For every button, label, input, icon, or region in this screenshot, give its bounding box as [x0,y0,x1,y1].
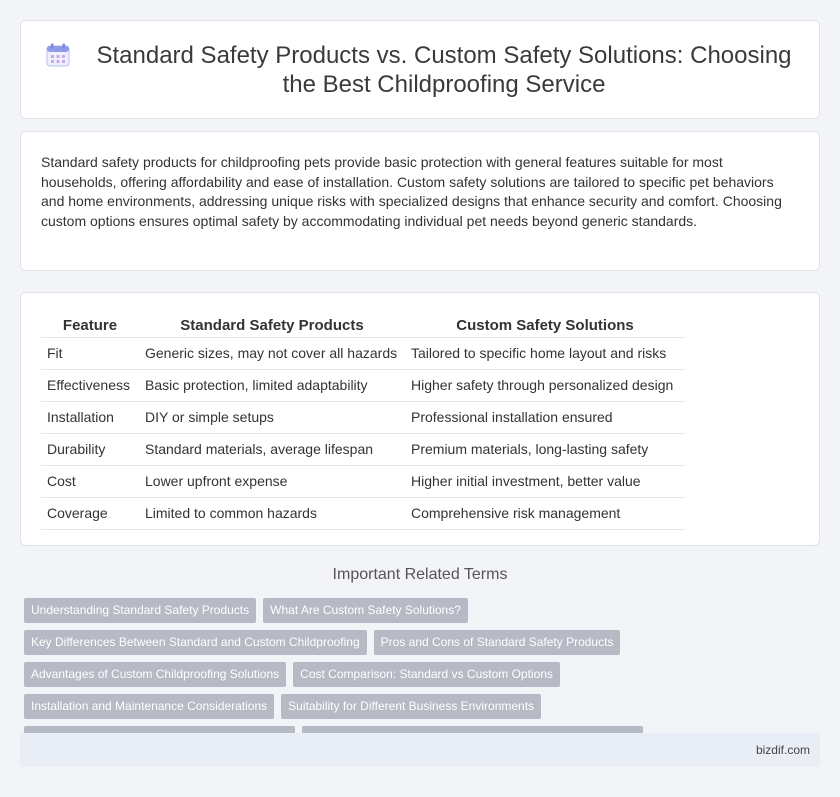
table-row [41,466,685,498]
table-cell: Coverage [41,498,139,530]
related-term-tag[interactable]: Cost Comparison: Standard vs Custom Options [293,662,560,687]
header-card [20,20,820,119]
table-cell: Professional installation ensured [405,402,685,434]
table-cell: Durability [41,434,139,466]
related-term-tag[interactable]: Advantages of Custom Childproofing Solutions [24,662,286,687]
related-term-tag[interactable]: Installation and Maintenance Considerations [24,694,274,719]
table-cell: DIY or simple setups [139,402,405,434]
table-cell: Cost [41,466,139,498]
table-cell: Basic protection, limited adaptability [139,370,405,402]
footer-site-link[interactable]: bizdif.com [755,743,810,757]
table-cell: Generic sizes, may not cover all hazards [139,338,405,370]
column-header: Standard Safety Products [139,313,405,338]
table-cell: Comprehensive risk management [405,498,685,530]
related-term-tag[interactable]: Understanding Standard Safety Products [24,598,256,623]
table-cell: Limited to common hazards [139,498,405,530]
column-header: Custom Safety Solutions [405,313,685,338]
comparison-table [41,313,685,530]
footer [20,733,820,767]
calendar-icon [45,42,71,68]
comparison-card [20,292,820,546]
table-cell: Higher initial investment, better value [405,466,685,498]
table-row [41,370,685,402]
page-title: Standard Safety Products vs. Custom Safety Solutions: Choosing the Best Childproofing Service [96,41,792,98]
table-row [41,498,685,530]
table-row [41,402,685,434]
table-header-row [41,313,685,338]
related-term-tag[interactable]: What Are Custom Safety Solutions? [263,598,468,623]
intro-paragraph: Standard safety products for childproofing pets provide basic protection with general features suitable for most households, offering affordability and ease of installation. Custom safety solutions are tailored to specific pet behaviors and home environments, addressing unique risks with specialized designs that enhance security and comfort. Choosing custom options ensures optimal safety by accommodating individual pet needs beyond generic standards. [41,154,782,229]
table-cell: Tailored to specific home layout and risks [405,338,685,370]
related-term-tag[interactable]: Key Differences Between Standard and Custom Childproofing [24,630,367,655]
table-cell: Effectiveness [41,370,139,402]
table-cell: Standard materials, average lifespan [139,434,405,466]
table-row [41,434,685,466]
related-terms-heading: Important Related Terms [332,566,508,583]
related-term-tag[interactable]: Suitability for Different Business Environments [281,694,541,719]
column-header: Feature [41,313,139,338]
table-cell: Lower upfront expense [139,466,405,498]
table-cell: Premium materials, long-lasting safety [405,434,685,466]
table-cell: Fit [41,338,139,370]
table-cell: Higher safety through personalized design [405,370,685,402]
related-term-tag[interactable]: Pros and Cons of Standard Safety Products [374,630,621,655]
table-cell: Installation [41,402,139,434]
intro-card [20,131,820,271]
table-row [41,338,685,370]
